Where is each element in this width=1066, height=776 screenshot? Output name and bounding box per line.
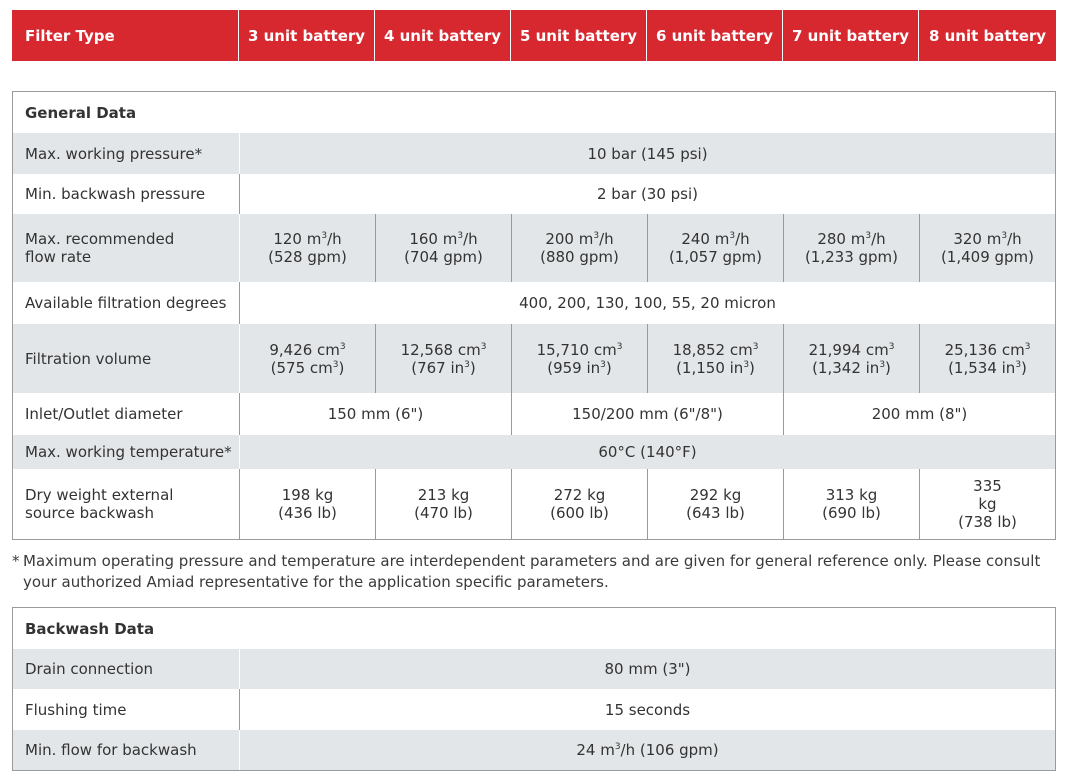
unit-suffix: /h <box>463 230 478 248</box>
flow-cell <box>784 214 919 282</box>
backwash-data-title-row <box>13 608 1055 649</box>
superscript: 3 <box>743 359 750 370</box>
row-label: Max. working temperature* <box>25 443 232 461</box>
volume-cell <box>648 324 783 393</box>
weight-lb: (643 lb) <box>686 504 745 522</box>
flow-imperial: (704 gpm) <box>404 248 483 266</box>
volume-metric: 18,852 cm <box>672 340 753 359</box>
volume-imperial: (767 in <box>411 358 465 377</box>
paren-close: ) <box>469 358 476 377</box>
flow-metric: 320 m <box>953 230 1002 248</box>
backwash-data-table <box>12 607 1056 771</box>
header-col-5: 5 unit battery <box>519 26 638 45</box>
row-label: Flushing time <box>25 700 127 719</box>
row-label-line: source backwash <box>25 504 155 522</box>
row-label <box>25 214 174 282</box>
weight-unit: kg <box>978 495 997 513</box>
superscript: 3 <box>729 231 736 241</box>
weight-cell <box>376 469 511 539</box>
volume-cell <box>240 324 375 393</box>
table-row <box>13 689 1055 730</box>
flow-imperial: (1,057 gpm) <box>668 248 763 266</box>
superscript: 3 <box>332 359 339 370</box>
row-label: Drain connection <box>25 660 153 678</box>
superscript: 3 <box>480 341 487 352</box>
volume-imperial: (959 in <box>547 358 601 377</box>
flow-imperial: (528 gpm) <box>268 248 347 266</box>
volume-imperial: (1,150 in <box>676 358 744 377</box>
weight-kg: 198 kg <box>281 486 334 504</box>
superscript: 3 <box>752 341 759 352</box>
row-label: Max. working pressure* <box>25 144 203 163</box>
weight-number: 335 <box>973 477 1002 495</box>
volume-imperial: (1,342 in <box>812 358 880 377</box>
value-part: /h (106 gpm) <box>620 741 719 759</box>
row-value: 80 mm (3") <box>604 660 691 678</box>
weight-kg: 272 kg <box>553 486 606 504</box>
row-label-line: flow rate <box>25 248 92 266</box>
header-col-8: 8 unit battery <box>928 26 1047 45</box>
weight-cell <box>920 469 1055 539</box>
row-value: 400, 200, 130, 100, 55, 20 micron <box>519 294 776 312</box>
flow-cell <box>240 214 375 282</box>
row-value <box>240 730 1055 770</box>
unit-suffix: /h <box>735 230 750 248</box>
flow-imperial: (880 gpm) <box>540 248 619 266</box>
superscript: 3 <box>1024 341 1031 352</box>
row-value: 150 mm (6") <box>327 405 424 423</box>
superscript: 3 <box>457 231 464 241</box>
flow-metric: 160 m <box>409 230 458 248</box>
row-label: Filtration volume <box>25 349 152 368</box>
flow-imperial: (1,233 gpm) <box>804 248 899 266</box>
volume-cell <box>376 324 511 393</box>
volume-metric: 15,710 cm <box>536 340 617 359</box>
unit-suffix: /h <box>327 230 342 248</box>
flow-cell <box>512 214 647 282</box>
flow-imperial: (1,409 gpm) <box>940 248 1035 266</box>
superscript: 3 <box>1015 359 1022 370</box>
footnote-line: your authorized Amiad representative for the application specific parameters. <box>23 573 609 591</box>
flow-cell <box>376 214 511 282</box>
footnote <box>12 551 1057 593</box>
superscript: 3 <box>888 341 895 352</box>
paren-close: ) <box>1021 358 1027 377</box>
volume-imperial: (575 cm <box>270 358 333 377</box>
header-col-7: 7 unit battery <box>791 26 910 45</box>
superscript: 3 <box>879 359 886 370</box>
superscript: 3 <box>614 742 621 752</box>
volume-metric: 25,136 cm <box>944 340 1025 359</box>
volume-imperial: (1,534 in <box>948 358 1016 377</box>
row-value: 10 bar (145 psi) <box>587 144 708 163</box>
weight-kg: 292 kg <box>689 486 742 504</box>
table-row <box>13 469 1055 539</box>
weight-lb: (690 lb) <box>822 504 881 522</box>
paren-close: ) <box>605 358 612 377</box>
value-part: 24 m <box>576 741 615 759</box>
superscript: 3 <box>321 231 328 241</box>
flow-metric: 280 m <box>817 230 866 248</box>
volume-cell <box>784 324 919 393</box>
paren-close: ) <box>885 358 891 377</box>
table-row <box>13 435 1055 469</box>
header-col-6: 6 unit battery <box>655 26 774 45</box>
table-row <box>13 730 1055 770</box>
flow-metric: 200 m <box>545 230 594 248</box>
header-bar <box>12 10 1056 61</box>
row-value: 200 mm (8") <box>871 405 968 423</box>
weight-kg: 313 kg <box>825 486 878 504</box>
weight-kg: 213 kg <box>417 486 470 504</box>
table-row <box>13 282 1055 324</box>
row-label: Min. backwash pressure <box>25 185 206 203</box>
superscript: 3 <box>593 231 600 241</box>
weight-lb: (600 lb) <box>550 504 609 522</box>
flow-metric: 240 m <box>681 230 730 248</box>
footnote-asterisk: * <box>12 552 20 570</box>
paren-close: ) <box>749 358 755 377</box>
paren-close: ) <box>338 358 345 377</box>
volume-metric: 12,568 cm <box>400 340 481 359</box>
weight-cell <box>784 469 919 539</box>
general-data-title-row <box>13 92 1055 133</box>
weight-cell <box>240 469 375 539</box>
table-row <box>13 133 1055 174</box>
volume-cell <box>920 324 1055 393</box>
backwash-data-title: Backwash Data <box>25 619 155 638</box>
header-filter-type: Filter Type <box>25 26 115 45</box>
table-row <box>13 393 1055 435</box>
weight-lb: (738 lb) <box>958 513 1017 531</box>
table-row <box>13 174 1055 214</box>
unit-suffix: /h <box>599 230 614 248</box>
header-col-4: 4 unit battery <box>383 26 502 45</box>
row-label-line: Dry weight external <box>25 486 174 504</box>
weight-cell <box>512 469 647 539</box>
header-col-3: 3 unit battery <box>247 26 366 45</box>
weight-cell <box>648 469 783 539</box>
volume-metric: 21,994 cm <box>808 340 889 359</box>
row-value: 60°C (140°F) <box>598 443 697 461</box>
flow-metric: 120 m <box>273 230 322 248</box>
row-value: 150/200 mm (6"/8") <box>572 405 723 423</box>
superscript: 3 <box>464 359 470 370</box>
volume-metric: 9,426 cm <box>269 340 340 359</box>
table-row <box>13 649 1055 689</box>
row-value: 15 seconds <box>604 700 691 719</box>
row-label <box>25 469 173 539</box>
row-label: Inlet/Outlet diameter <box>25 405 183 423</box>
footnote-line: Maximum operating pressure and temperature are interdependent parameters and are given for general reference only. Please consult <box>23 552 1041 570</box>
flow-cell <box>648 214 783 282</box>
table-row <box>13 324 1055 393</box>
row-label: Available filtration degrees <box>25 294 227 312</box>
weight-lb: (436 lb) <box>278 504 337 522</box>
superscript: 3 <box>600 359 606 370</box>
unit-suffix: /h <box>871 230 886 248</box>
table-row <box>13 214 1055 282</box>
superscript: 3 <box>616 341 623 352</box>
superscript: 3 <box>339 341 346 352</box>
general-data-table <box>12 91 1056 540</box>
flow-cell <box>920 214 1055 282</box>
superscript: 3 <box>1001 231 1008 241</box>
weight-lb: (470 lb) <box>414 504 473 522</box>
general-data-title: General Data <box>25 103 137 122</box>
row-value: 2 bar (30 psi) <box>596 185 699 203</box>
unit-suffix: /h <box>1007 230 1022 248</box>
row-label: Min. flow for backwash <box>25 741 197 759</box>
superscript: 3 <box>865 231 872 241</box>
row-label-line: Max. recommended <box>25 230 175 248</box>
volume-cell <box>512 324 647 393</box>
